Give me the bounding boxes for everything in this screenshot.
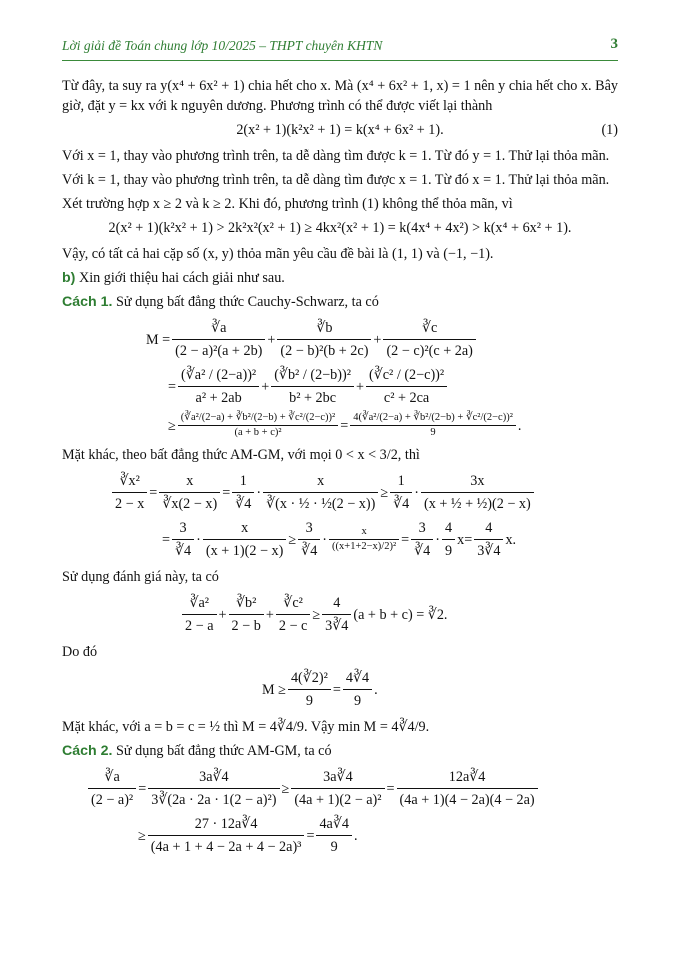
- operator: =: [222, 484, 231, 501]
- fraction: [263, 471, 378, 514]
- numerator: 1: [232, 471, 254, 493]
- fraction: [172, 518, 194, 561]
- numerator: 12a∛4: [397, 767, 538, 789]
- derivation-line: [62, 318, 618, 361]
- fraction: [390, 471, 412, 514]
- denominator: (x + ½ + ½)(2 − x): [423, 496, 531, 512]
- denominator: 3∛(2a · 2a · 1(2 − a)²): [151, 792, 277, 808]
- operator: ·: [414, 484, 419, 501]
- derivation-line: [62, 814, 618, 857]
- numerator: 1: [390, 471, 412, 493]
- method-1-derivation: [62, 318, 618, 439]
- fraction: [277, 318, 371, 361]
- denominator: 9: [305, 693, 313, 709]
- denominator: (4a + 1)(4 − 2a)(4 − 2a): [399, 792, 535, 808]
- derivation-line: [62, 365, 618, 408]
- operator: =: [332, 681, 341, 698]
- operator: =: [401, 531, 410, 548]
- operator: =: [162, 531, 171, 548]
- numerator: x: [159, 471, 220, 493]
- numerator: ∛a²: [182, 593, 217, 615]
- numerator: 4: [442, 518, 455, 540]
- part-b-text: Xin giới thiệu hai cách giải như sau.: [78, 270, 285, 286]
- derivation-line: [62, 471, 618, 514]
- numerator: 4a∛4: [316, 814, 352, 836]
- fraction: [112, 471, 147, 514]
- paragraph: Xét trường hợp x ≥ 2 và k ≥ 2. Khi đó, phương trình (1) không thể thỏa mãn, vì: [62, 196, 513, 212]
- numerator: ∛a: [88, 767, 136, 789]
- paragraph: Mặt khác, theo bất đẳng thức AM-GM, với mọi 0 < x < 3/2, thì: [62, 447, 420, 463]
- numerator: 4: [474, 518, 503, 540]
- numerator: 3a∛4: [148, 767, 279, 789]
- denominator: ∛4: [235, 496, 252, 512]
- operator: ·: [435, 531, 440, 548]
- numerator: 4∛4: [343, 668, 372, 690]
- equation-text: 2(x² + 1)(k²x² + 1) = k(x⁴ + 6x² + 1).: [236, 122, 444, 138]
- fraction: [474, 518, 503, 561]
- numerator: x: [203, 518, 286, 540]
- denominator: 2 − a: [185, 618, 214, 634]
- numerator: 4: [322, 593, 351, 615]
- lhs: M ≥: [262, 681, 286, 698]
- fraction: [232, 471, 254, 514]
- numerator: ∛a: [172, 318, 265, 340]
- denominator: a² + 2ab: [195, 390, 242, 406]
- denominator: 2 − b: [231, 618, 261, 634]
- operator: +: [218, 606, 227, 623]
- fraction: [203, 518, 286, 561]
- numerator: (∛c² / (2−c))²: [366, 365, 447, 387]
- numerator: x: [263, 471, 378, 493]
- denominator: ∛(x · ½ · ½(2 − x)): [266, 496, 376, 512]
- fraction: [88, 767, 136, 810]
- amgm-derivation: [62, 471, 618, 561]
- operator: ≥: [168, 417, 176, 434]
- paragraph: Sử dụng đánh giá này, ta có: [62, 569, 219, 585]
- paragraph: Do đó: [62, 644, 98, 660]
- fraction: [148, 814, 305, 857]
- denominator: (2 − a)²: [91, 792, 134, 808]
- operator: =: [464, 531, 473, 548]
- denominator: 3∛4: [477, 543, 501, 559]
- punctuation: .: [353, 827, 358, 844]
- numerator: (∛a² / (2−a))²: [178, 365, 259, 387]
- paragraph: Vậy, có tất cả hai cặp số (x, y) thỏa mãn yêu cầu đề bài là (1, 1) và (−1, −1).: [62, 246, 494, 262]
- method-2-heading: [62, 741, 618, 761]
- fraction: [329, 526, 399, 553]
- denominator: ∛4: [301, 543, 318, 559]
- part-b: [62, 268, 618, 288]
- numerator: 3: [298, 518, 320, 540]
- page-number: 3: [610, 36, 618, 52]
- denominator: ∛4: [393, 496, 410, 512]
- fraction: [316, 814, 352, 857]
- method-2-derivation: [62, 767, 618, 857]
- operator: ·: [322, 531, 328, 548]
- operator: +: [373, 331, 382, 348]
- denominator: 9: [430, 427, 436, 438]
- numerator: ∛b²: [229, 593, 264, 615]
- method-2-text: Sử dụng bất đẳng thức AM-GM, ta có: [116, 743, 332, 759]
- operator: +: [355, 378, 364, 395]
- fraction: [442, 518, 455, 561]
- fraction: [322, 593, 351, 636]
- denominator: ∛4: [414, 543, 431, 559]
- denominator: 9: [330, 839, 338, 855]
- denominator: ∛x(2 − x): [162, 496, 218, 512]
- header-title: Lời giải đề Toán chung lớp 10/2025 – THPT chuyên KHTN: [62, 38, 383, 53]
- denominator: ((x+1+2−x)/2)²: [332, 541, 397, 552]
- fraction: [276, 593, 311, 636]
- derivation-line: [62, 518, 618, 561]
- page-header: [62, 36, 618, 61]
- operator: ≥: [312, 606, 321, 623]
- variable: x: [457, 531, 465, 548]
- derivation-line: [62, 668, 618, 711]
- operator: ·: [196, 531, 201, 548]
- equation-2: [62, 218, 618, 238]
- operator: ≥: [138, 827, 146, 844]
- operator: ·: [256, 484, 262, 501]
- numerator: 3a∛4: [291, 767, 384, 789]
- operator: =: [149, 484, 158, 501]
- fraction: [397, 767, 538, 810]
- fraction: [291, 767, 384, 810]
- numerator: 4(∛2)²: [288, 668, 331, 690]
- equation-number: (1): [601, 122, 618, 138]
- denominator: (4a + 1)(2 − a)²: [294, 792, 382, 808]
- numerator: (∛b² / (2−b))²: [271, 365, 354, 387]
- numerator: 3x: [421, 471, 534, 493]
- numerator: 4(∛a²/(2−a) + ∛b²/(2−b) + ∛c²/(2−c))²: [350, 412, 516, 426]
- numerator: ∛c²: [276, 593, 311, 615]
- part-b-label: b): [62, 270, 76, 286]
- fraction: [178, 365, 259, 408]
- variable: x.: [505, 531, 517, 548]
- method-1-heading: [62, 292, 618, 312]
- operator: ≥: [281, 780, 290, 797]
- fraction: [366, 365, 447, 408]
- numerator: 3: [411, 518, 433, 540]
- operator: =: [340, 417, 349, 434]
- method-1-text: Sử dụng bất đẳng thức Cauchy-Schwarz, ta có: [116, 294, 379, 310]
- paragraph: Từ đây, ta suy ra y(x⁴ + 6x² + 1) chia hết cho x. Mà (x⁴ + 6x² + 1, x) = 1 nên y chia hết cho x. Bây giờ, đặt y = kx với k nguyên dương. Phương trình có thể được viết lại thành: [62, 78, 618, 114]
- operator: +: [265, 606, 274, 623]
- fraction: [159, 471, 220, 514]
- denominator: 9: [445, 543, 453, 559]
- paragraph: Với k = 1, thay vào phương trình trên, ta dễ dàng tìm được x = 1. Từ đó x = 1. Thử lại thỏa mãn.: [62, 172, 610, 188]
- punctuation: .: [374, 681, 378, 698]
- operator: =: [386, 780, 395, 797]
- denominator: 2 − x: [115, 496, 145, 512]
- denominator: (2 − b)²(b + 2c): [280, 343, 369, 359]
- denominator: ∛4: [175, 543, 192, 559]
- denominator: (x + 1)(2 − x): [205, 543, 284, 559]
- fraction: [229, 593, 264, 636]
- denominator: 2 − c: [278, 618, 308, 634]
- derivation-line: [62, 412, 618, 439]
- operator: +: [267, 331, 276, 348]
- expression: (a + b + c) = ∛2.: [353, 606, 448, 623]
- operator: ≥: [288, 531, 297, 548]
- denominator: (a + b + c)²: [234, 427, 282, 438]
- numerator: (∛a²/(2−a) + ∛b²/(2−b) + ∛c²/(2−c))²: [178, 412, 338, 426]
- operator: ≥: [380, 484, 389, 501]
- denominator: (2 − c)²(c + 2a): [386, 343, 473, 359]
- sum-estimate: [62, 593, 618, 636]
- fraction: [148, 767, 279, 810]
- fraction: [383, 318, 475, 361]
- punctuation: .: [517, 417, 522, 434]
- derivation-line: [62, 767, 618, 810]
- fraction: [172, 318, 265, 361]
- numerator: 27 · 12a∛4: [148, 814, 305, 836]
- fraction: [343, 668, 372, 711]
- operator: =: [138, 780, 147, 797]
- paragraph: Với x = 1, thay vào phương trình trên, ta dễ dàng tìm được k = 1. Từ đó y = 1. Thử lại thỏa mãn.: [62, 148, 610, 164]
- fraction: [350, 412, 516, 439]
- method-2-label: Cách 2.: [62, 743, 113, 759]
- denominator: (2 − a)²(a + 2b): [175, 343, 263, 359]
- equation-text: 2(x² + 1)(k²x² + 1) > 2k²x²(x² + 1) ≥ 4kx²(x² + 1) = k(4x⁴ + 4x²) > k(x⁴ + 6x² + 1).: [108, 220, 572, 236]
- denominator: (4a + 1 + 4 − 2a + 4 − 2a)³: [150, 839, 302, 855]
- fraction: [288, 668, 331, 711]
- fraction: [271, 365, 354, 408]
- numerator: ∛b: [277, 318, 371, 340]
- lhs: M =: [146, 331, 171, 348]
- page-content: [62, 76, 618, 863]
- denominator: b² + 2bc: [289, 390, 337, 406]
- paragraph: Mặt khác, với a = b = c = ½ thì M = 4∛4/9. Vậy min M = 4∛4/9.: [62, 719, 430, 735]
- fraction: [178, 412, 338, 439]
- operator: =: [306, 827, 315, 844]
- denominator: 3∛4: [325, 618, 349, 634]
- fraction: [421, 471, 534, 514]
- numerator: x: [329, 526, 399, 540]
- numerator: 3: [172, 518, 194, 540]
- method-1-label: Cách 1.: [62, 294, 113, 310]
- derivation-line: [62, 593, 618, 636]
- denominator: c² + 2ca: [383, 390, 430, 406]
- fraction: [411, 518, 433, 561]
- numerator: ∛x²: [112, 471, 147, 493]
- min-bound: [62, 668, 618, 711]
- fraction: [182, 593, 217, 636]
- equation-1: [62, 120, 618, 140]
- operator: +: [261, 378, 270, 395]
- denominator: 9: [353, 693, 362, 709]
- numerator: ∛c: [383, 318, 475, 340]
- fraction: [298, 518, 320, 561]
- operator: =: [168, 378, 177, 395]
